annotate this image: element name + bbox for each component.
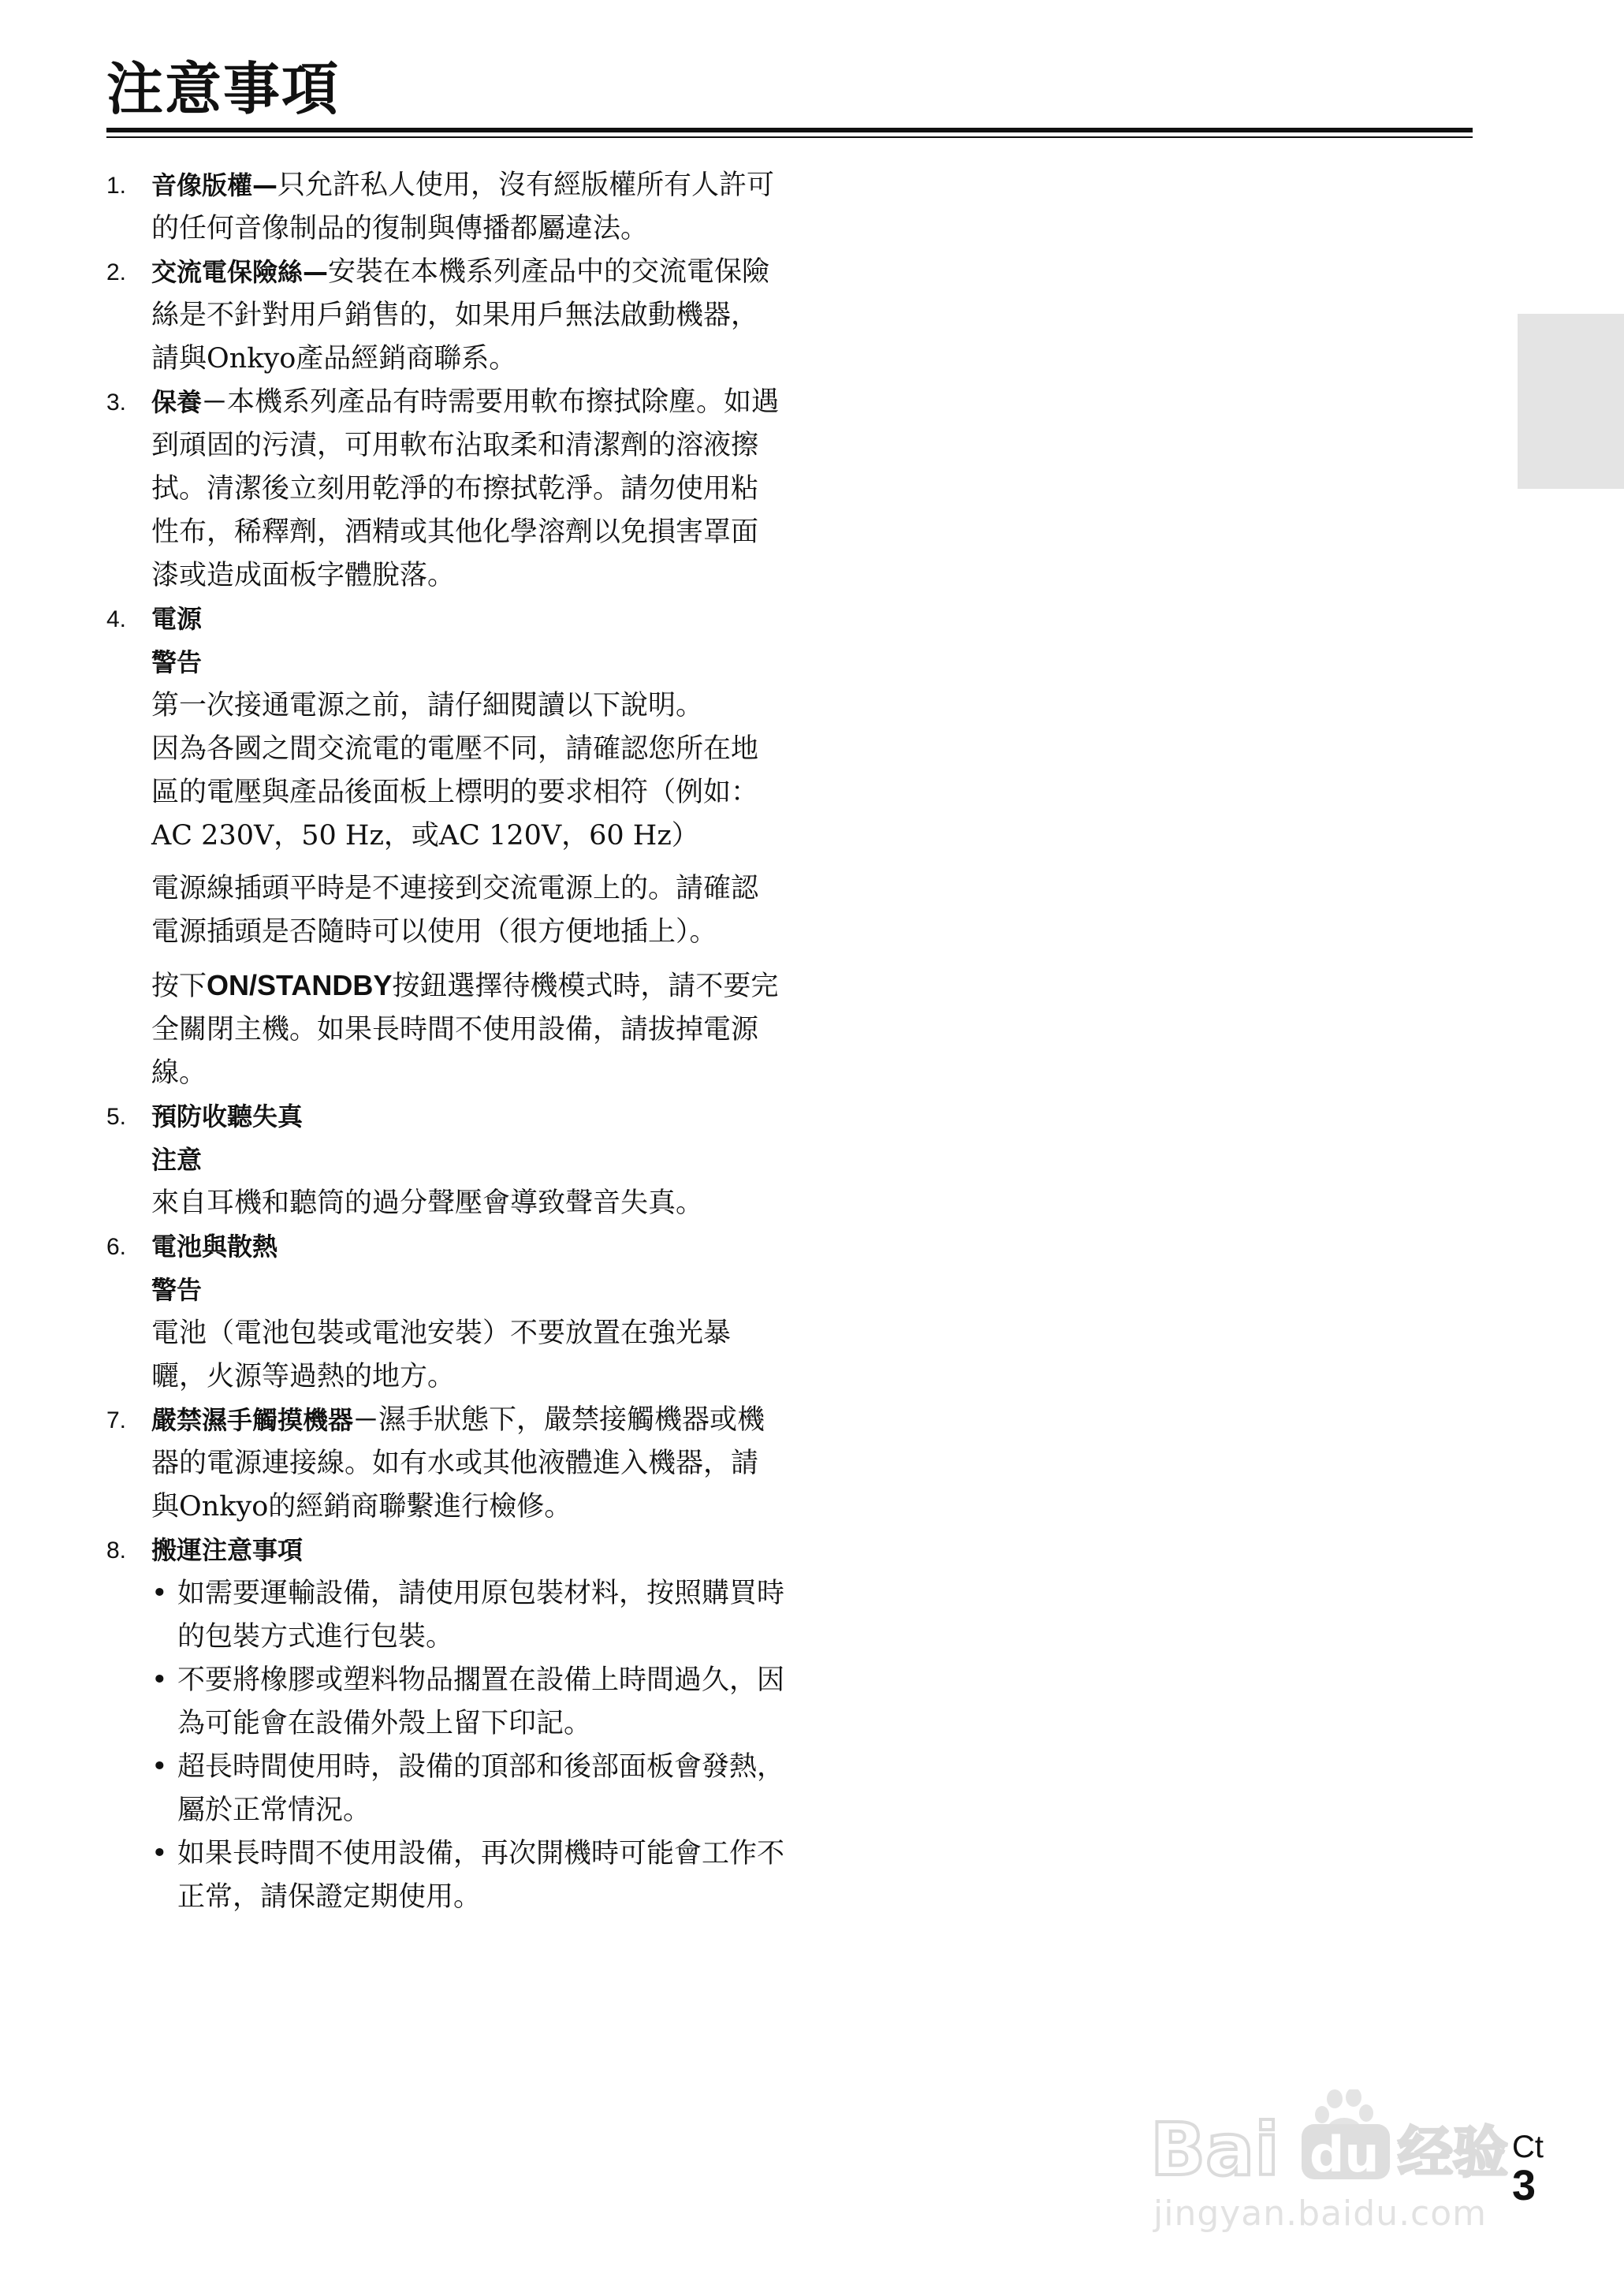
item-paragraph: 因為各國之間交流電的電壓不同，請確認您所在地區的電壓與產品後面板上標明的要求相符（例如：AC 230V，50 Hz，或AC 120V，60 Hz） [151, 733, 759, 852]
list-item [106, 1225, 784, 1399]
notice-list [106, 164, 784, 1919]
bullet-item [151, 1832, 784, 1919]
item-text: 安裝在本機系列產品中的交流電保險絲是不針對用戶銷售的，如果用戶無法啟動機器，請與Onkyo產品經銷商聯系。 [151, 256, 770, 375]
list-item [106, 1399, 784, 1529]
item-text: 電池（電池包裝或電池安裝）不要放置在強光暴曬，火源等過熱的地方。 [151, 1318, 732, 1392]
list-item [106, 381, 784, 598]
item-heading: 保養 [151, 387, 203, 417]
bullet-dot: • [151, 1838, 168, 1869]
baidu-jingyan-watermark [1147, 2018, 1525, 2255]
item-number: 1. [106, 173, 127, 199]
item-separator: － [353, 1405, 379, 1435]
warning-label: 警告 [151, 1275, 203, 1305]
baidu-paw-logo-icon [1147, 2089, 1525, 2184]
bullet-text: 如需要運輸設備，請使用原包裝材料，按照購買時的包裝方式進行包裝。 [177, 1578, 785, 1653]
bullet-text: 超長時間使用時，設備的頂部和後部面板會發熱，屬於正常情況。 [177, 1751, 785, 1826]
item-number: 3. [106, 390, 127, 416]
item-heading: 電源 [151, 604, 203, 634]
item-text: 本機系列產品有時需要用軟布擦拭除塵。如遇到頑固的污漬，可用軟布沾取柔和清潔劑的溶液擦拭。清潔後立刻用乾淨的布擦拭乾淨。請勿使用粘性布，稀釋劑，酒精或其他化學溶劑以免損害罩面漆或造成面板字體脫落。 [151, 386, 780, 591]
standby-button-name: ON/STANDBY [207, 969, 393, 1001]
list-item [106, 1095, 784, 1225]
paragraph-text: 按鈕選擇待機模式時，請不要完全關閉主機。如果長時間不使用設備，請拔掉電源線。 [151, 971, 779, 1089]
list-item [106, 164, 784, 251]
item-heading: 音像版權 [151, 170, 253, 200]
item-text: 只允許私人使用，沒有經版權所有人許可的任何音像制品的復制與傳播都屬違法。 [151, 170, 775, 244]
page-language-code: Ct [1512, 2130, 1544, 2164]
page-number: 3 [1512, 2162, 1536, 2209]
item-paragraph: 電源線插頭平時是不連接到交流電源上的。請確認電源插頭是否隨時可以使用（很方便地插上）。 [151, 873, 759, 948]
svg-text:经验: 经验 [1398, 2120, 1508, 2184]
list-item [106, 1529, 784, 1919]
item-number: 5. [106, 1104, 127, 1130]
svg-text:du: du [1309, 2126, 1380, 2183]
item-separator: — [252, 170, 278, 200]
bullet-dot: • [151, 1751, 168, 1783]
bullet-item [151, 1746, 784, 1832]
title-rule-thin [106, 136, 1473, 138]
page-title: 注意事項 [106, 56, 341, 122]
bullet-text: 如果長時間不使用設備，再次開機時可能會工作不正常，請保證定期使用。 [177, 1838, 785, 1913]
side-index-tab [1518, 314, 1624, 489]
item-number: 6. [106, 1234, 127, 1260]
bullet-dot: • [151, 1578, 168, 1609]
warning-label: 警告 [151, 647, 203, 677]
item-heading: 搬運注意事項 [151, 1535, 304, 1565]
item-number: 7. [106, 1407, 127, 1433]
item-paragraph: 第一次接通電源之前，請仔細閱讀以下說明。 [151, 690, 704, 721]
title-rule-thick [106, 128, 1473, 132]
list-item [106, 598, 784, 1095]
bullet-item [151, 1572, 784, 1659]
item-paragraph [151, 964, 784, 1095]
item-number: 4. [106, 606, 127, 632]
bullet-item [151, 1659, 784, 1746]
item-text: 來自耳機和聽筒的過分聲壓會導致聲音失真。 [151, 1187, 704, 1219]
paragraph-text: 按下 [151, 971, 207, 1002]
item-text: 濕手狀態下，嚴禁接觸機器或機器的電源連接線。如有水或其他液體進入機器，請與Onkyo的經銷商聯繫進行檢修。 [151, 1404, 765, 1523]
item-heading: 嚴禁濕手觸摸機器 [151, 1405, 354, 1435]
bullet-dot: • [151, 1664, 168, 1696]
item-number: 2. [106, 259, 127, 285]
watermark-url: jingyan.baidu.com [1153, 2194, 1488, 2234]
item-heading: 交流電保險絲 [151, 257, 304, 287]
caution-label: 注意 [151, 1145, 203, 1175]
svg-text:Bai: Bai [1150, 2108, 1279, 2184]
item-separator: — [303, 257, 329, 287]
item-heading: 電池與散熱 [151, 1232, 278, 1262]
item-heading: 預防收聽失真 [151, 1101, 304, 1131]
item-separator: － [202, 387, 228, 417]
bullet-list [151, 1572, 784, 1919]
list-item [106, 251, 784, 381]
item-number: 8. [106, 1538, 127, 1564]
bullet-text: 不要將橡膠或塑料物品擱置在設備上時間過久，因為可能會在設備外殼上留下印記。 [177, 1664, 785, 1739]
